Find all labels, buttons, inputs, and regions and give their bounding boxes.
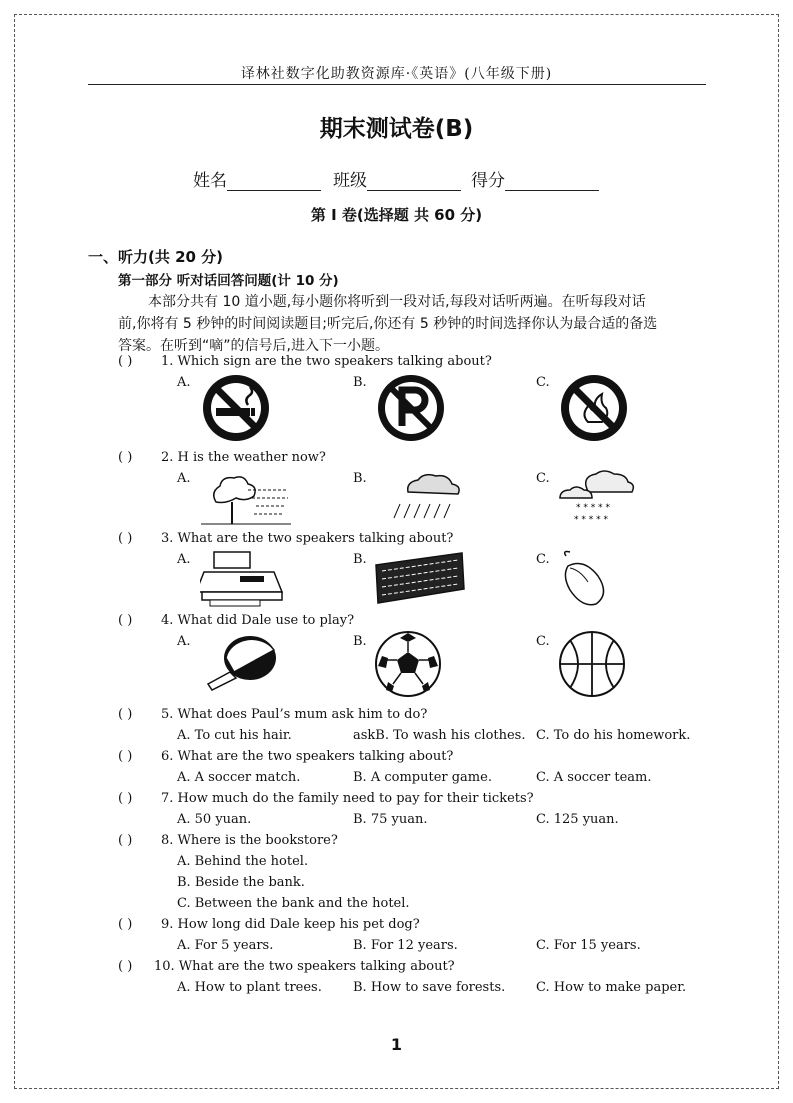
page-title: 期末测试卷(B)	[319, 116, 474, 142]
option-7a: A. 50 yuan.	[177, 812, 252, 827]
page-header: 译林社数字化助教资源库·《英语》(八年级下册)	[240, 66, 553, 82]
option-1b-label: B.	[353, 375, 367, 390]
option-4a-label: A.	[177, 634, 191, 649]
ping-pong-paddle-icon	[200, 632, 280, 694]
option-3b-label: B.	[353, 552, 367, 567]
score-label: 得分	[471, 171, 505, 191]
question-5: 5. What does Paul’s mum ask him to do?	[161, 707, 428, 722]
question-8: 8. Where is the bookstore?	[161, 833, 338, 848]
option-10b: B. How to save forests.	[353, 980, 506, 995]
class-field	[333, 166, 461, 191]
option-5c: C. To do his homework.	[536, 728, 691, 743]
answer-bracket: ( )	[118, 450, 133, 465]
class-blank	[367, 174, 461, 191]
answer-bracket: ( )	[118, 749, 133, 764]
answer-bracket: ( )	[118, 791, 133, 806]
option-7c: C. 125 yuan.	[536, 812, 619, 827]
option-10c: C. How to make paper.	[536, 980, 687, 995]
svg-text:* * * * *: * * * * *	[576, 503, 610, 513]
rainy-weather-icon	[380, 470, 470, 526]
option-9b: B. For 12 years.	[353, 938, 458, 953]
option-6b: B. A computer game.	[353, 770, 492, 785]
score-blank	[505, 174, 599, 191]
answer-bracket: ( )	[118, 833, 133, 848]
class-label: 班级	[333, 171, 367, 191]
no-parking-sign-icon	[375, 372, 447, 444]
answer-bracket: ( )	[118, 613, 133, 628]
option-1a-label: A.	[177, 375, 191, 390]
name-field	[193, 166, 321, 191]
option-8a: A. Behind the hotel.	[177, 854, 309, 869]
option-7b: B. 75 yuan.	[353, 812, 428, 827]
option-9c: C. For 15 years.	[536, 938, 641, 953]
svg-text:* * * * *: * * * * *	[574, 515, 608, 525]
option-9a: A. For 5 years.	[177, 938, 274, 953]
question-3: 3. What are the two speakers talking about?	[161, 531, 454, 546]
answer-bracket: ( )	[118, 531, 133, 546]
page-number: 1	[390, 1035, 403, 1054]
option-6a: A. A soccer match.	[177, 770, 301, 785]
option-5a: A. To cut his hair.	[177, 728, 292, 743]
option-10a: A. How to plant trees.	[177, 980, 322, 995]
option-2c-label: C.	[536, 471, 550, 486]
answer-bracket: ( )	[118, 959, 133, 974]
question-4: 4. What did Dale use to play?	[161, 613, 355, 628]
option-4c-label: C.	[536, 634, 550, 649]
mouse-icon	[560, 550, 612, 608]
part-title: 第一部分 听对话回答问题(计 10 分)	[118, 273, 339, 289]
option-2b-label: B.	[353, 471, 367, 486]
option-8c: C. Between the bank and the hotel.	[177, 896, 410, 911]
option-3a-label: A.	[177, 552, 191, 567]
option-1c-label: C.	[536, 375, 550, 390]
name-label: 姓名	[193, 171, 227, 191]
paper-label: 第 I 卷(选择题 共 60 分)	[310, 206, 483, 224]
answer-bracket: ( )	[118, 354, 133, 369]
answer-bracket: ( )	[118, 917, 133, 932]
answer-bracket: ( )	[118, 707, 133, 722]
header-divider	[88, 84, 706, 85]
question-9: 9. How long did Dale keep his pet dog?	[161, 917, 420, 932]
question-6: 6. What are the two speakers talking about?	[161, 749, 454, 764]
option-4b-label: B.	[353, 634, 367, 649]
question-2: 2. H is the weather now?	[161, 450, 326, 465]
instruction-line-1: 本部分共有 10 道小题,每小题你将听到一段对话,每段对话听两遍。在听每段对话	[148, 294, 646, 310]
instruction-line-3: 答案。在听到“嘀”的信号后,进入下一小题。	[118, 338, 389, 354]
printer-icon	[200, 550, 286, 608]
soccer-ball-icon	[374, 630, 442, 698]
name-blank	[227, 174, 321, 191]
section-title: 一、听力(共 20 分)	[88, 248, 224, 266]
question-10: 10. What are the two speakers talking about?	[154, 959, 455, 974]
option-5b: askB. To wash his clothes.	[353, 728, 526, 743]
option-2a-label: A.	[177, 471, 191, 486]
question-1: 1. Which sign are the two speakers talking about?	[161, 354, 492, 369]
basketball-icon	[558, 630, 626, 698]
option-8b: B. Beside the bank.	[177, 875, 305, 890]
windy-weather-icon	[196, 472, 296, 528]
no-smoking-sign-icon	[200, 372, 272, 444]
question-7: 7. How much do the family need to pay for their tickets?	[161, 791, 534, 806]
instruction-line-2: 前,你将有 5 秒钟的时间阅读题目;听完后,你还有 5 秒钟的时间选择你认为最合适的备选	[118, 316, 658, 332]
snowy-weather-icon	[556, 468, 646, 528]
no-fire-sign-icon	[558, 372, 630, 444]
option-6c: C. A soccer team.	[536, 770, 652, 785]
score-field	[471, 166, 599, 191]
option-3c-label: C.	[536, 552, 550, 567]
keyboard-icon	[374, 551, 466, 605]
